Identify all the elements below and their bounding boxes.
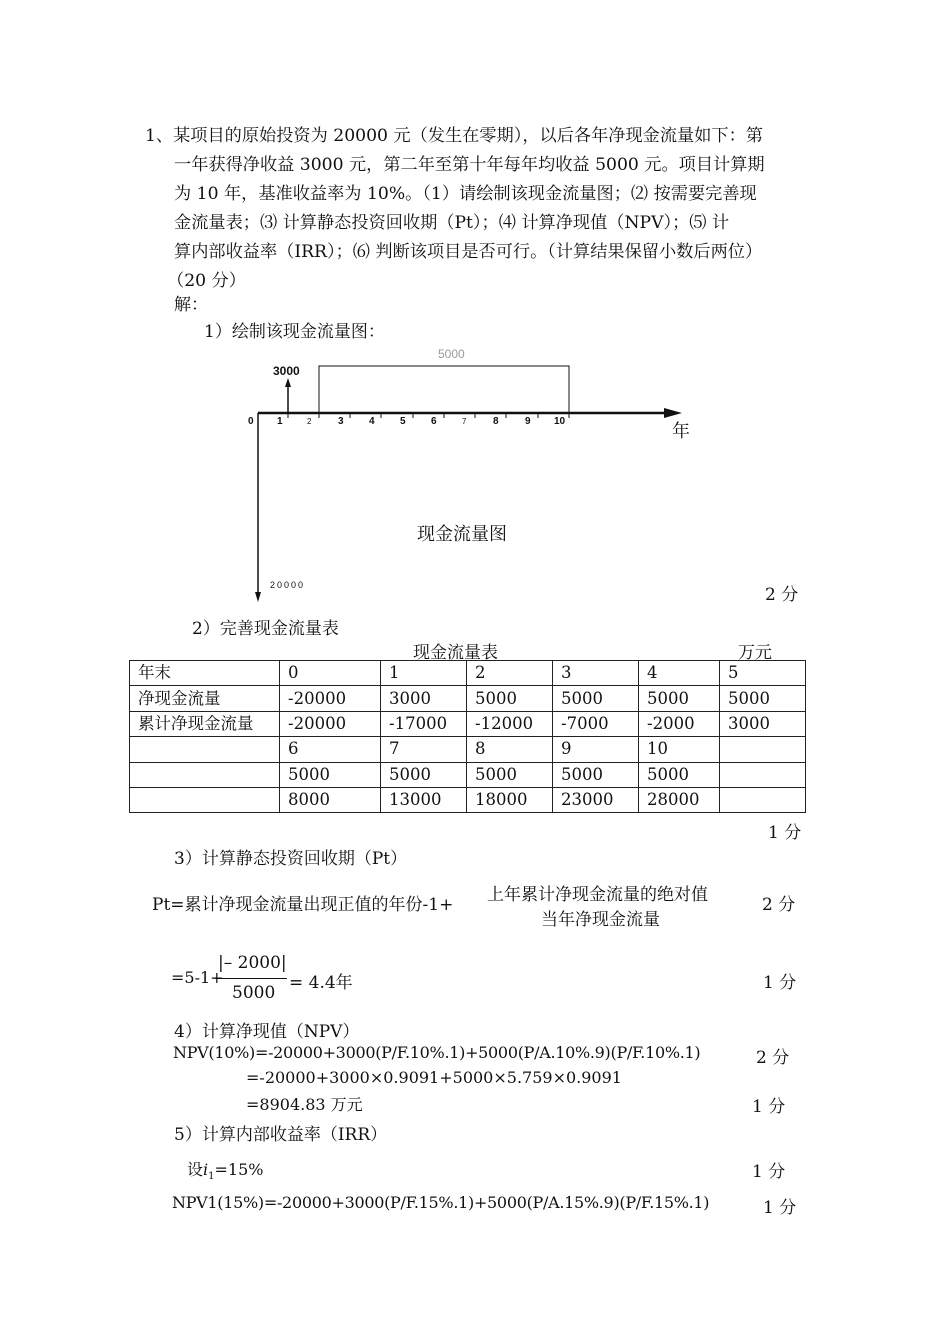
table-cell: 5000	[280, 762, 381, 787]
table-cell	[130, 737, 280, 762]
table-cell: -17000	[381, 711, 467, 736]
step1-heading: 1）绘制该现金流量图：	[204, 322, 385, 342]
pt-calc-prefix: =5-1+	[171, 968, 224, 987]
table-cell	[130, 787, 280, 812]
table-cell	[720, 737, 806, 762]
table-row	[130, 762, 806, 787]
score: 1 分	[752, 1097, 786, 1117]
table-cell: -2000	[639, 711, 720, 736]
table-cell: 累计净现金流量	[130, 711, 280, 736]
table-cell: 1	[381, 661, 467, 686]
table-cell: 5	[720, 661, 806, 686]
table-cell: 5000	[467, 686, 553, 711]
table-row	[130, 711, 806, 736]
problem-line: 一年获得净收益 3000 元，第二年至第十年每年均收益 5000 元。项目计算期	[174, 155, 765, 175]
tick-label: 2	[307, 417, 312, 426]
table-cell: -20000	[280, 711, 381, 736]
inflow-arrow-icon	[285, 378, 291, 387]
tick-label: 3	[338, 416, 344, 427]
step2-heading: 2）完善现金流量表	[192, 619, 339, 639]
pt-formula-prefix: Pt=累计净现金流量出现正值的年份-1+	[152, 895, 454, 915]
axis-arrow-icon	[664, 408, 682, 418]
assume-var: i	[203, 1160, 209, 1179]
pt-formula-numerator: 上年累计净现金流量的绝对值	[487, 885, 708, 905]
fraction-bar	[215, 978, 287, 979]
inflow-5000-block	[319, 366, 569, 413]
tick-label: 8	[493, 416, 499, 427]
pt-formula-denominator: 当年净现金流量	[541, 910, 660, 930]
tick-label: 10	[554, 416, 566, 427]
score: 1 分	[763, 973, 797, 993]
table-cell	[720, 787, 806, 812]
table-cell: 年末	[130, 661, 280, 686]
table-cell: 5000	[381, 762, 467, 787]
table-cell: 5000	[639, 686, 720, 711]
problem-line: 为 10 年，基准收益率为 10%。（1）请绘制该现金流量图；⑵ 按需要完善现	[174, 184, 757, 204]
table-cell	[720, 762, 806, 787]
table-cell: -7000	[553, 711, 639, 736]
irr-assumption	[187, 1157, 263, 1182]
tick-label: 6	[431, 416, 437, 427]
table-unit: 万元	[738, 643, 772, 663]
pt-calc-result: = 4.4年	[289, 973, 353, 993]
table-cell: 28000	[639, 787, 720, 812]
tick-label: 9	[525, 416, 531, 427]
problem-statement	[145, 122, 810, 296]
table-cell: 10	[639, 737, 720, 762]
table-cell: -12000	[467, 711, 553, 736]
label-3000: 3000	[273, 364, 300, 378]
table-row	[130, 787, 806, 812]
problem-line: （20 分）	[167, 271, 246, 291]
table-cell: 3000	[381, 686, 467, 711]
table-row	[130, 737, 806, 762]
assume-value: =15%	[214, 1160, 264, 1179]
axis-unit-label: 年	[672, 421, 690, 442]
table-cell: 13000	[381, 787, 467, 812]
step4-heading: 4）计算净现值（NPV）	[174, 1022, 360, 1042]
table-cell: 3000	[720, 711, 806, 736]
problem-line: 金流量表；⑶ 计算静态投资回收期（Pt）；⑷ 计算净现值（NPV）；⑸ 计	[174, 213, 730, 233]
solution-label: 解：	[174, 295, 208, 315]
table-row	[130, 686, 806, 711]
label-5000: 5000	[438, 347, 465, 361]
table-cell: -20000	[280, 686, 381, 711]
score: 1 分	[768, 823, 802, 843]
table-cell: 0	[280, 661, 381, 686]
table-cell: 9	[553, 737, 639, 762]
score: 1 分	[763, 1198, 797, 1218]
assume-sub: 1	[208, 1171, 215, 1183]
table-cell: 6	[280, 737, 381, 762]
table-cell	[130, 762, 280, 787]
table-cell: 4	[639, 661, 720, 686]
table-cell: 8	[467, 737, 553, 762]
assume-prefix: 设	[187, 1160, 204, 1179]
table-cell: 5000	[553, 686, 639, 711]
label-20000: 20000	[270, 580, 306, 590]
table-cell: 5000	[467, 762, 553, 787]
tick-label: 4	[369, 416, 375, 427]
table-cell: 5000	[639, 762, 720, 787]
step5-heading: 5）计算内部收益率（IRR）	[174, 1125, 388, 1145]
outflow-arrow-icon	[255, 592, 261, 602]
table-cell: 净现金流量	[130, 686, 280, 711]
score: 2 分	[762, 895, 796, 915]
step3-heading: 3）计算静态投资回收期（Pt）	[174, 849, 408, 869]
table-cell: 8000	[280, 787, 381, 812]
npv1-line: NPV1(15%)=-20000+3000(P/F.15%.1)+5000(P/A.15%.9)(P/F.15%.1)	[172, 1193, 710, 1212]
table-cell: 5000	[720, 686, 806, 711]
pt-calc-numerator: |– 2000|	[218, 953, 287, 973]
problem-line: 算内部收益率（IRR）；⑹ 判断该项目是否可行。（计算结果保留小数后两位）	[174, 242, 763, 262]
score: 2 分	[765, 585, 799, 605]
table-cell: 5000	[553, 762, 639, 787]
npv-line: NPV(10%)=-20000+3000(P/F.10%.1)+5000(P/A.10%.9)(P/F.10%.1)	[173, 1043, 701, 1062]
table-cell: 2	[467, 661, 553, 686]
pt-calc-denominator: 5000	[232, 983, 276, 1003]
table-title: 现金流量表	[413, 643, 498, 663]
table-cell: 18000	[467, 787, 553, 812]
tick-label: 0	[248, 416, 254, 427]
tick-label: 7	[462, 417, 467, 426]
diagram-caption: 现金流量图	[417, 524, 507, 545]
tick-label: 5	[400, 416, 406, 427]
score: 1 分	[752, 1162, 786, 1182]
table-cell: 7	[381, 737, 467, 762]
npv-line: =-20000+3000×0.9091+5000×5.759×0.9091	[246, 1068, 622, 1087]
cash-flow-table	[129, 660, 806, 813]
table-cell: 23000	[553, 787, 639, 812]
npv-line: =8904.83 万元	[246, 1095, 363, 1114]
problem-line: 1、某项目的原始投资为 20000 元（发生在零期），以后各年净现金流量如下：第	[145, 126, 763, 146]
table-cell: 3	[553, 661, 639, 686]
score: 2 分	[756, 1048, 790, 1068]
cash-flow-diagram	[240, 340, 720, 610]
tick-label: 1	[277, 416, 283, 427]
table-row	[130, 661, 806, 686]
